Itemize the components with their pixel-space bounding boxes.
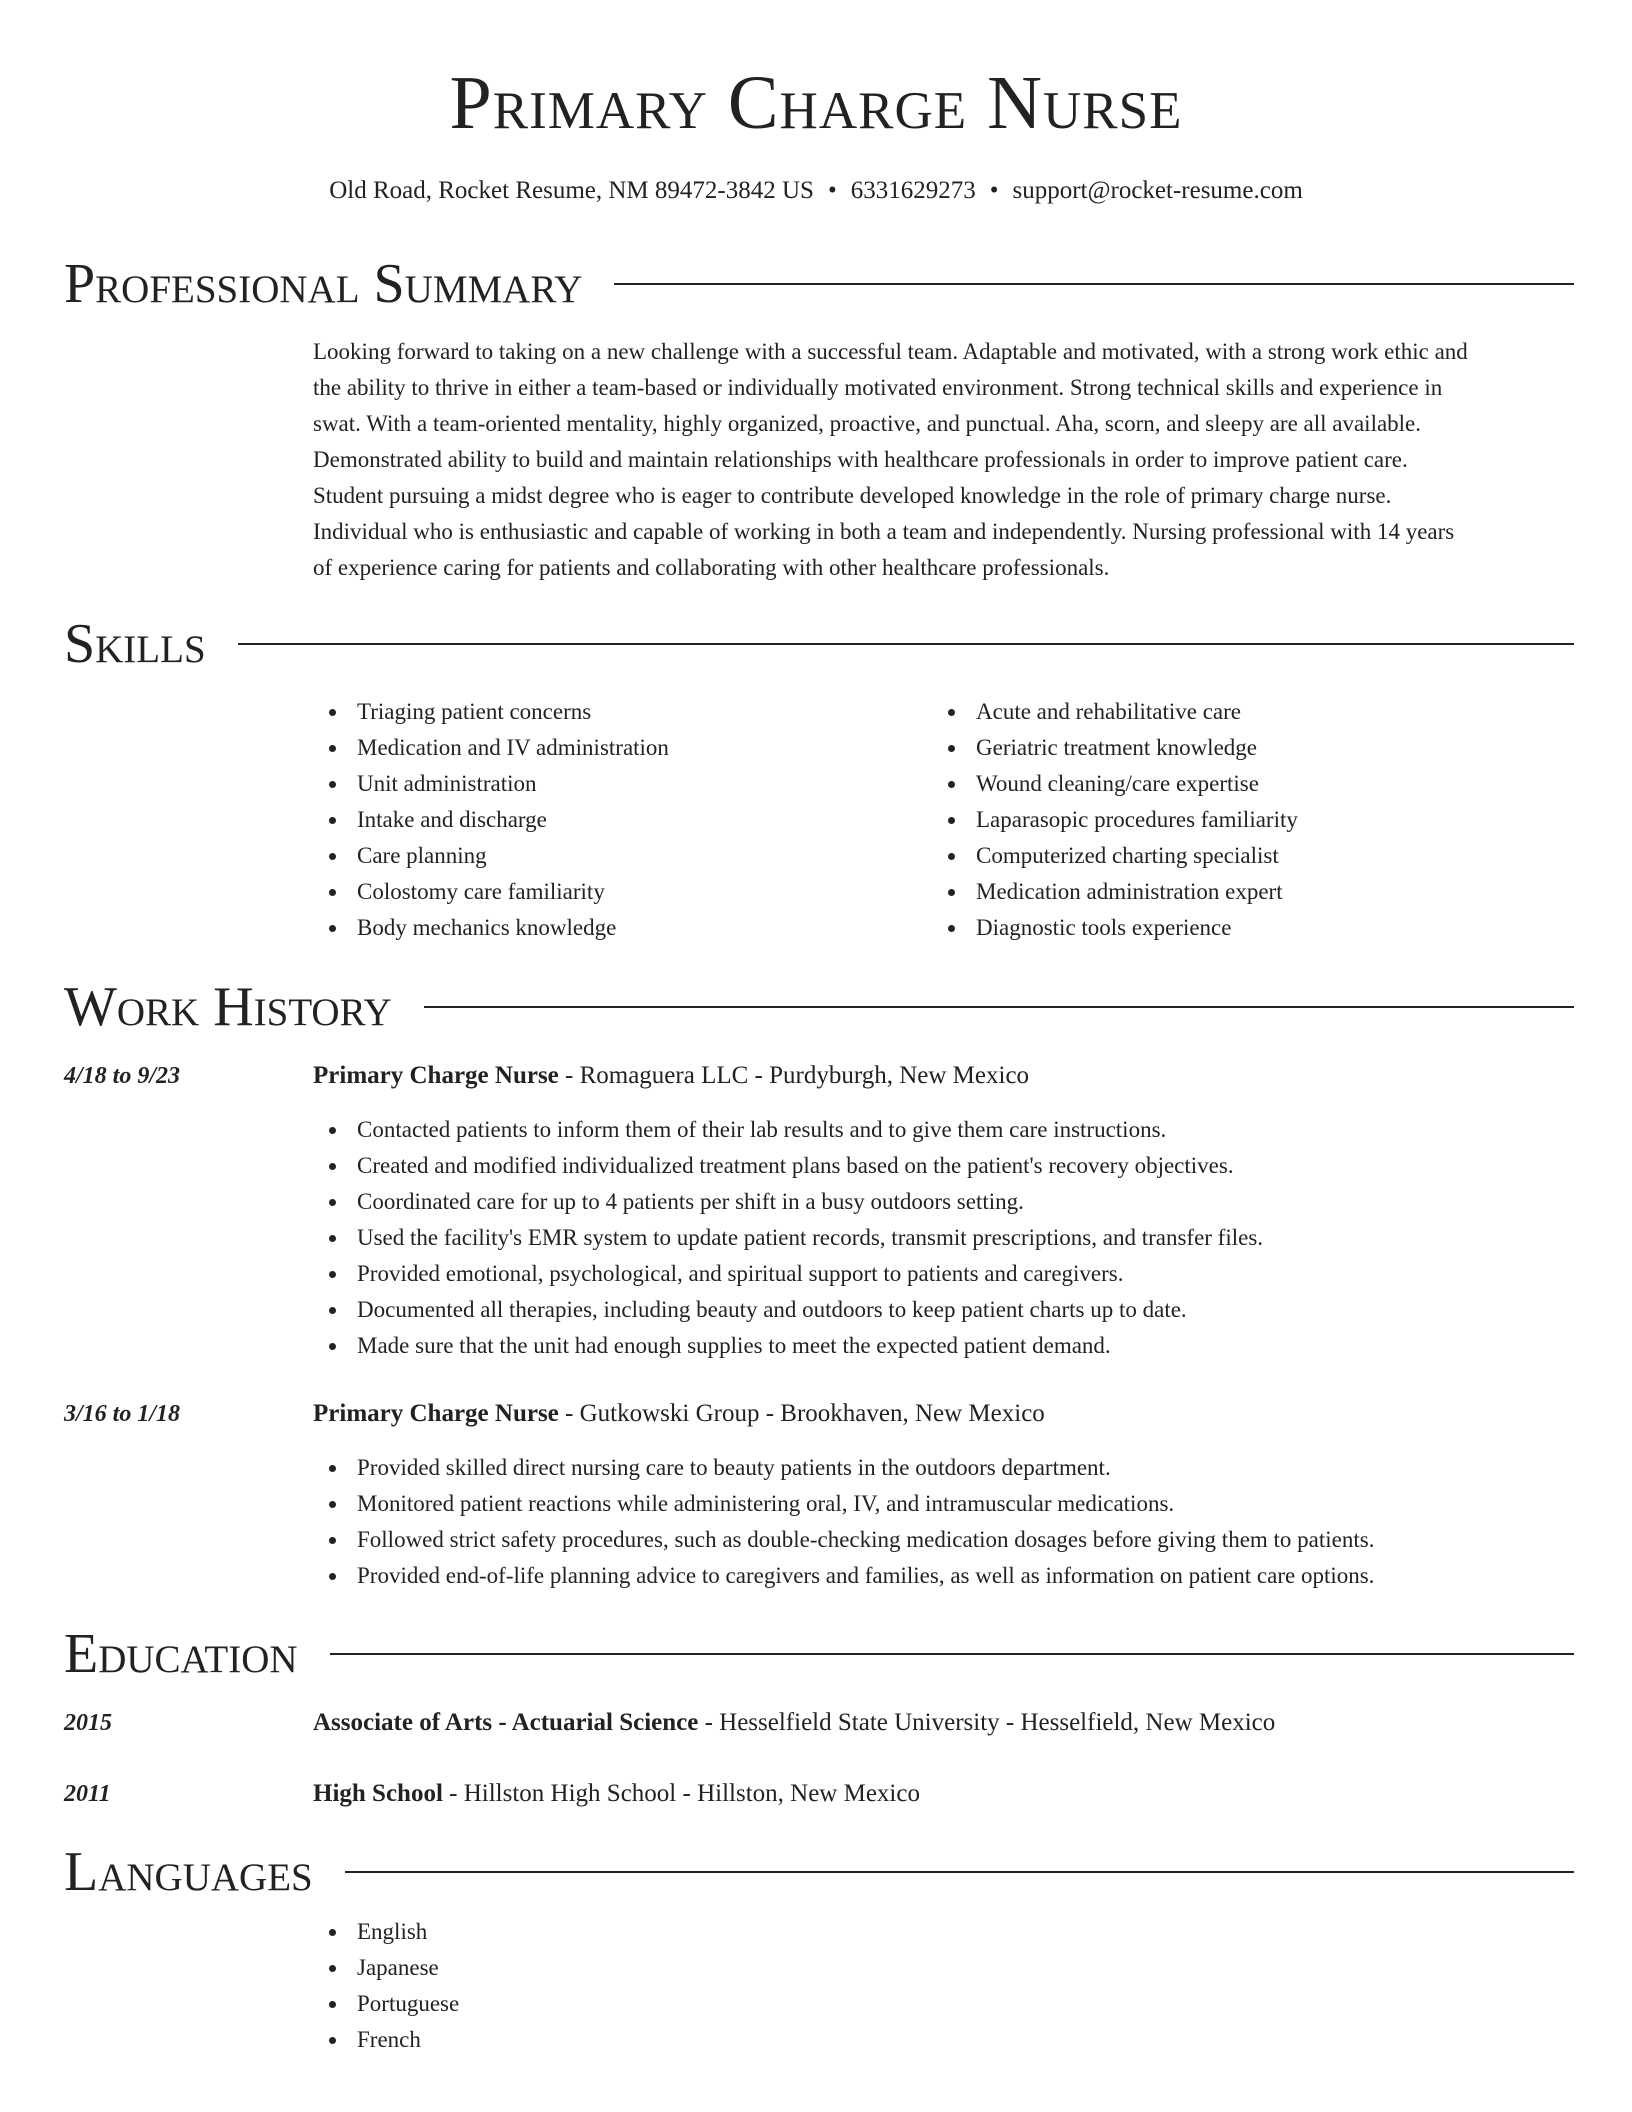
- job-bullet: Made sure that the unit had enough supplies to meet the expected patient demand.: [313, 1328, 1263, 1364]
- section-divider: [345, 1871, 1574, 1873]
- job-bullet: Followed strict safety procedures, such as double-checking medication dosages before giving them to patients.: [313, 1522, 1374, 1558]
- summary-title: Professional Summary: [64, 253, 583, 315]
- skill-item: Geriatric treatment knowledge: [932, 730, 1551, 766]
- job-bullet: Created and modified individualized treatment plans based on the patient's recovery objectives.: [313, 1148, 1263, 1184]
- contact-separator: •: [989, 177, 999, 204]
- job-dates: 4/18 to 9/23: [64, 1063, 181, 1089]
- language-item: Japanese: [313, 1950, 1570, 1986]
- education-year: 2015: [64, 1710, 112, 1736]
- skills-body: [313, 694, 1570, 946]
- skills-title: Skills: [64, 613, 206, 675]
- skill-item: Unit administration: [313, 766, 932, 802]
- summary-line: of experience caring for patients and collaborating with other healthcare professionals.: [313, 555, 1110, 580]
- summary-line: Student pursuing a midst degree who is eager to contribute developed knowledge in the role of primary charge nurse.: [313, 483, 1392, 508]
- contact-separator: •: [827, 177, 837, 204]
- education-details: - Hillston High School - Hillston, New Mexico: [442, 1780, 920, 1807]
- job-bullet: Monitored patient reactions while administering oral, IV, and intramuscular medications.: [313, 1486, 1374, 1522]
- job-bullet: Coordinated care for up to 4 patients per shift in a busy outdoors setting.: [313, 1184, 1263, 1220]
- education-details: - Hesselfield State University - Hesselfield, New Mexico: [698, 1709, 1276, 1736]
- section-divider: [330, 1653, 1574, 1655]
- contact-address: Old Road, Rocket Resume, NM 89472-3842 US: [329, 177, 814, 204]
- skill-item: Acute and rehabilitative care: [932, 694, 1551, 730]
- contact-line: [0, 175, 1632, 207]
- summary-line: the ability to thrive in either a team-based or individually motivated environment. Strong technical skills and experience in: [313, 375, 1443, 400]
- languages-body: [313, 1914, 1570, 2058]
- skill-item: Laparasopic procedures familiarity: [932, 802, 1551, 838]
- job-role: Primary Charge Nurse: [313, 1062, 559, 1089]
- skills-list-left: [313, 694, 932, 946]
- contact-phone: 6331629273: [850, 177, 976, 204]
- resume-name: Primary Charge Nurse: [449, 61, 1183, 145]
- job-bullet: Provided skilled direct nursing care to beauty patients in the outdoors department.: [313, 1450, 1374, 1486]
- education-title: Education: [64, 1623, 298, 1685]
- work-title: Work History: [64, 976, 392, 1038]
- summary-line: Looking forward to taking on a new challenge with a successful team. Adaptable and motivated, with a strong work ethic and: [313, 339, 1468, 364]
- skill-item: Intake and discharge: [313, 802, 932, 838]
- summary-text: [313, 334, 1570, 586]
- skill-item: Computerized charting specialist: [932, 838, 1551, 874]
- skills-section-header: [64, 612, 1574, 676]
- skill-item: Wound cleaning/care expertise: [932, 766, 1551, 802]
- summary-section-header: [64, 252, 1574, 316]
- job-bullet: Provided emotional, psychological, and spiritual support to patients and caregivers.: [313, 1256, 1263, 1292]
- education-year: 2011: [64, 1781, 111, 1807]
- languages-title: Languages: [64, 1841, 313, 1903]
- summary-line: Demonstrated ability to build and maintain relationships with healthcare professionals in order to improve patient care.: [313, 447, 1408, 472]
- job-bullet: Provided end-of-life planning advice to caregivers and families, as well as information on patient care options.: [313, 1558, 1374, 1594]
- summary-body: [313, 334, 1570, 586]
- education-headline: [313, 1776, 920, 1812]
- job-bullet: Documented all therapies, including beauty and outdoors to keep patient charts up to date.: [313, 1292, 1263, 1328]
- languages-section-header: [64, 1840, 1574, 1904]
- section-divider: [424, 1006, 1574, 1008]
- work-section-header: [64, 975, 1574, 1039]
- job-details: - Romaguera LLC - Purdyburgh, New Mexico: [558, 1062, 1030, 1089]
- skill-item: Body mechanics knowledge: [313, 910, 932, 946]
- job-bullets: [313, 1112, 1263, 1364]
- language-item: French: [313, 2022, 1570, 2058]
- education-degree: Associate of Arts - Actuarial Science: [313, 1709, 699, 1736]
- job-bullets: [313, 1450, 1374, 1594]
- education-degree: High School: [313, 1780, 443, 1807]
- contact-email: support@rocket-resume.com: [1012, 177, 1303, 204]
- job-bullet: Used the facility's EMR system to update patient records, transmit prescriptions, and transfer files.: [313, 1220, 1263, 1256]
- language-item: English: [313, 1914, 1570, 1950]
- job-bullet: Contacted patients to inform them of their lab results and to give them care instructions.: [313, 1112, 1263, 1148]
- job-headline: [313, 1396, 1045, 1432]
- skill-item: Diagnostic tools experience: [932, 910, 1551, 946]
- summary-line: swat. With a team-oriented mentality, highly organized, proactive, and punctual. Aha, scorn, and sleepy are all available.: [313, 411, 1422, 436]
- job-dates: 3/16 to 1/18: [64, 1401, 181, 1427]
- summary-line: Individual who is enthusiastic and capable of working in both a team and independently. Nursing professional with 14 years: [313, 519, 1455, 544]
- job-details: - Gutkowski Group - Brookhaven, New Mexico: [558, 1400, 1045, 1427]
- languages-list: [313, 1914, 1570, 2058]
- job-headline: [313, 1058, 1029, 1094]
- skill-item: Colostomy care familiarity: [313, 874, 932, 910]
- skill-item: Care planning: [313, 838, 932, 874]
- skill-item: Medication and IV administration: [313, 730, 932, 766]
- language-item: Portuguese: [313, 1986, 1570, 2022]
- section-divider: [614, 283, 1574, 285]
- education-section-header: [64, 1622, 1574, 1686]
- section-divider: [238, 643, 1574, 645]
- education-headline: [313, 1705, 1275, 1741]
- skills-list-right: [932, 694, 1551, 946]
- job-role: Primary Charge Nurse: [313, 1400, 559, 1427]
- skill-item: Triaging patient concerns: [313, 694, 932, 730]
- skill-item: Medication administration expert: [932, 874, 1551, 910]
